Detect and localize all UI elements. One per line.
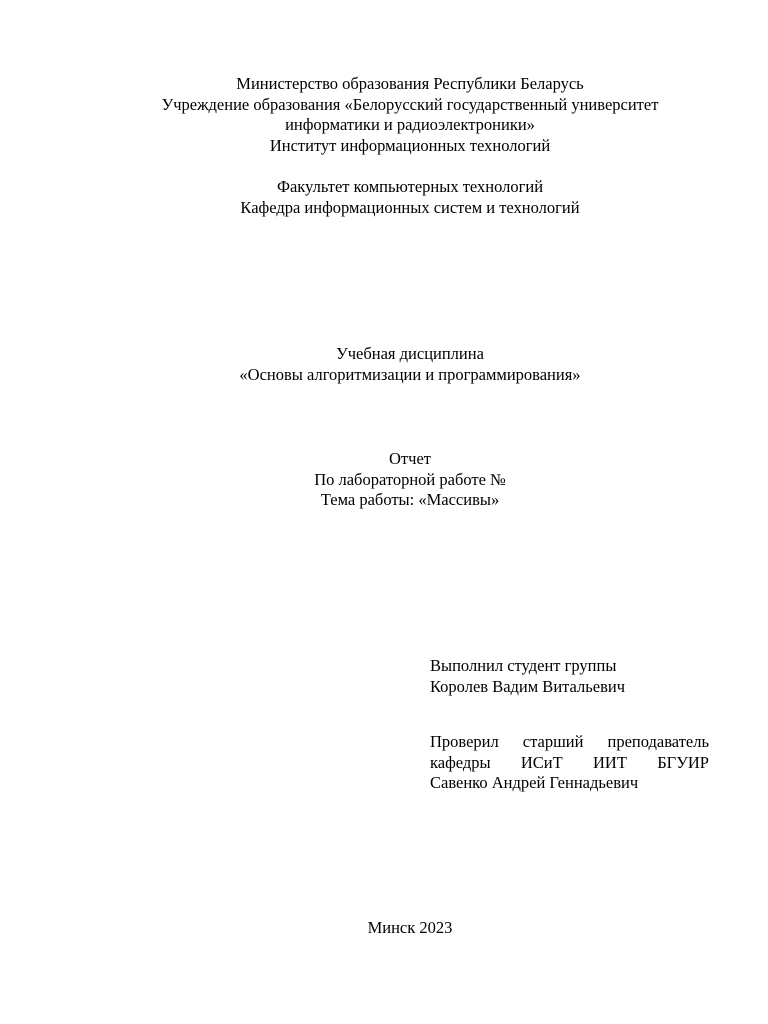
city-year: Минск 2023 (367, 918, 453, 937)
discipline-block (0, 344, 768, 385)
discipline-name: «Основы алгоритмизации и программирования» (239, 364, 581, 384)
student-block (430, 656, 709, 697)
checker-block (430, 732, 709, 794)
institution-line-1: Учреждение образования «Белорусский государственный университет (161, 94, 659, 114)
checker-word: ИСиТ (520, 752, 563, 772)
discipline-label: Учебная дисциплина (336, 344, 484, 363)
lab-number-line: По лабораторной работе № (314, 469, 506, 489)
checker-word: ИИТ (593, 752, 627, 772)
checker-line-2 (430, 753, 709, 774)
report-title: Отчет (389, 449, 431, 468)
title-page-header (0, 74, 768, 156)
checker-line-1 (430, 732, 709, 753)
checker-word: Проверил (430, 732, 499, 751)
institution-line-2: информатики и радиоэлектроники» (285, 115, 535, 135)
checker-word: кафедры (430, 752, 491, 772)
report-block (0, 449, 768, 511)
student-label: Выполнил студент группы (430, 656, 617, 675)
checker-word: БГУИР (657, 752, 709, 772)
faculty-line: Факультет компьютерных технологий (276, 177, 544, 196)
institute-line: Институт информационных технологий (269, 135, 551, 155)
student-name: Королев Вадим Витальевич (430, 676, 626, 696)
department-line: Кафедра информационных систем и технологий (240, 197, 580, 217)
report-topic: Тема работы: «Массивы» (320, 490, 500, 510)
checker-word: преподаватель (607, 732, 709, 751)
ministry-line: Министерство образования Республики Беларусь (236, 74, 584, 93)
faculty-block (0, 177, 768, 218)
checker-word: старший (522, 732, 584, 751)
checker-name: Савенко Андрей Геннадьевич (430, 773, 639, 793)
